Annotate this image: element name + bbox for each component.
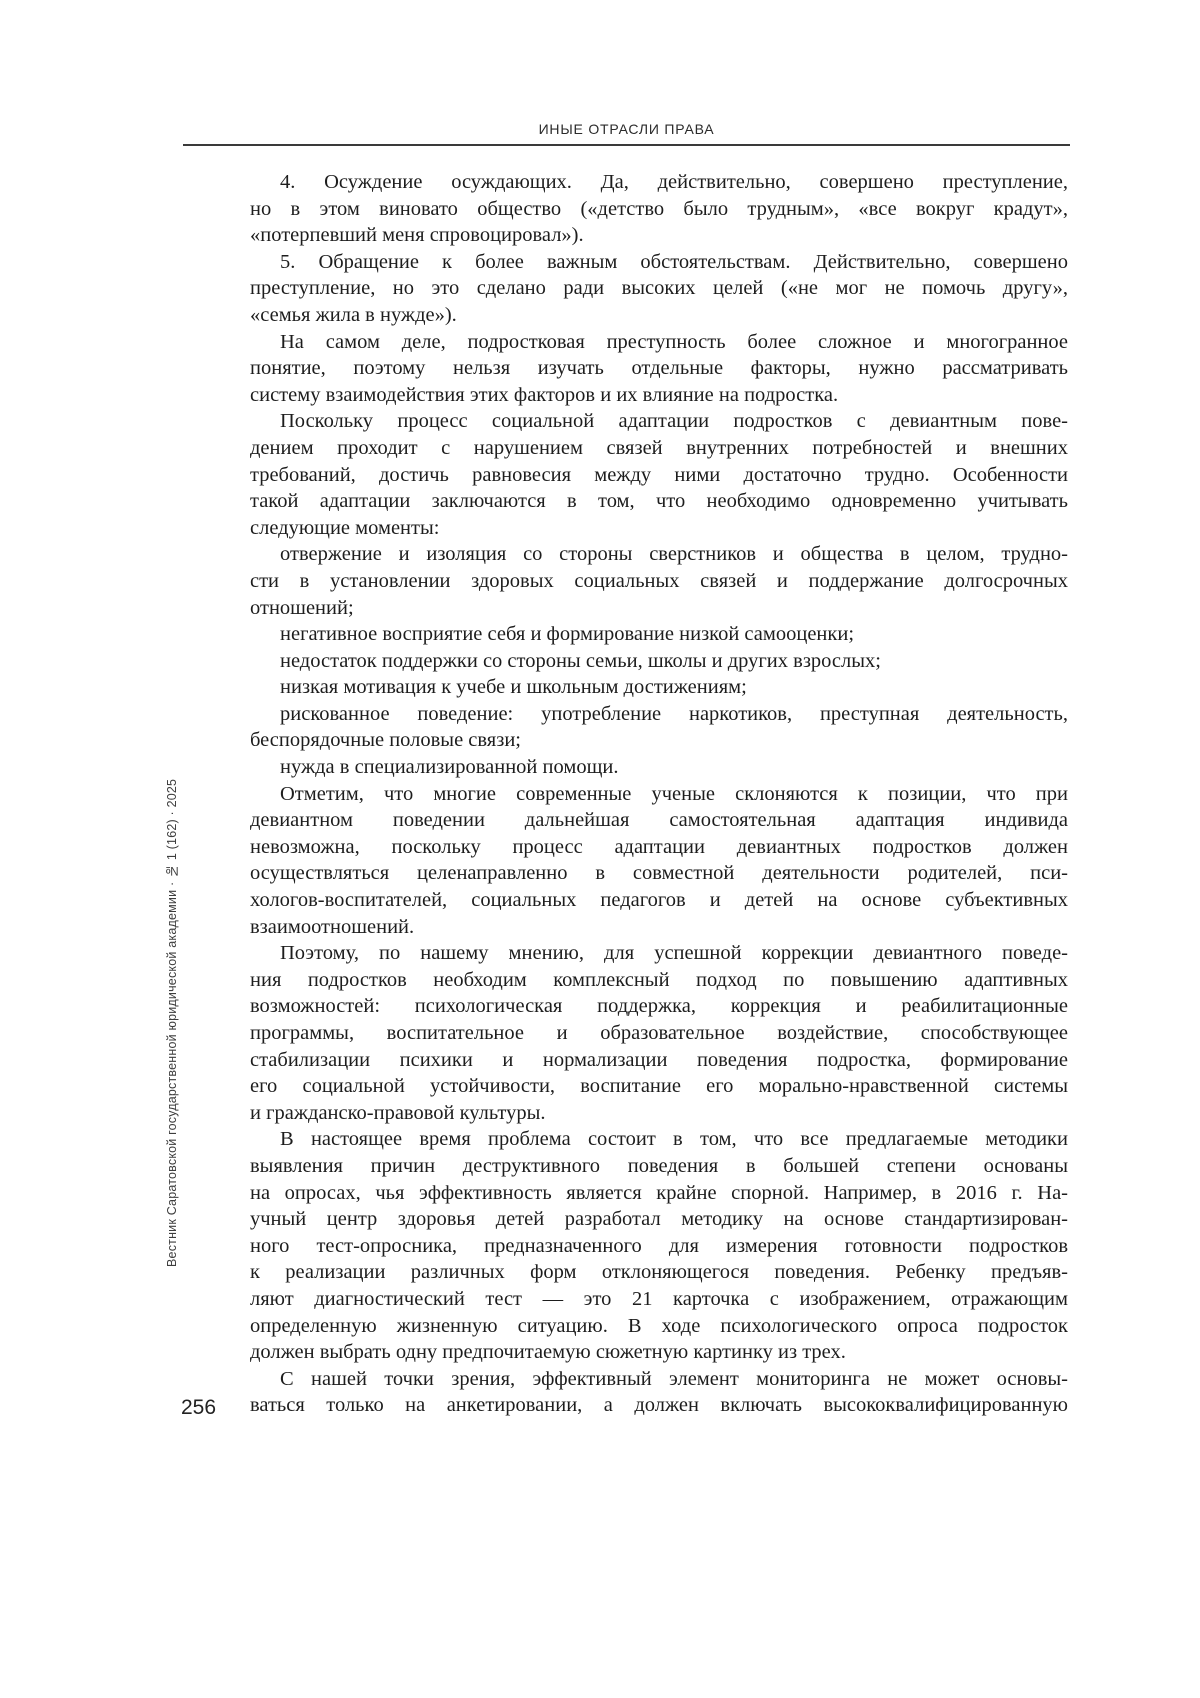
text-line: Поэтому, по нашему мнению, для успешной коррекции девиантного поведе- — [280, 942, 1068, 965]
text-line: должен выбрать одну предпочитаемую сюжетную картинку из трех. — [250, 1341, 846, 1364]
text-line: и гражданско-правовой культуры. — [250, 1101, 546, 1124]
text-line: негативное восприятие себя и формирование низкой самооценки; — [280, 623, 855, 646]
text-line: понятие, поэтому нельзя изучать отдельные факторы, нужно рассматривать — [250, 357, 1068, 380]
text-line: выявления причин деструктивного поведения в большей степени основаны — [250, 1154, 1068, 1177]
text-line: отвержение и изоляция со стороны сверстников и общества в целом, трудно- — [280, 543, 1068, 566]
text-line: ного тест-опросника, предназначенного для измерения готовности подростков — [250, 1234, 1068, 1257]
text-line: сти в установлении здоровых социальных связей и поддержание долгосрочных — [250, 569, 1068, 592]
text-line: ния подростков необходим комплексный подход по повышению адаптивных — [250, 968, 1068, 991]
text-line: невозможна, поскольку процесс адаптации девиантных подростков должен — [250, 835, 1068, 858]
text-line: недостаток поддержки со стороны семьи, школы и других взрослых; — [280, 649, 881, 672]
text-line: дением проходит с нарушением связей внутренних потребностей и внешних — [250, 436, 1068, 459]
text-line: Отметим, что многие современные ученые склоняются к позиции, что при — [280, 782, 1068, 805]
text-line: низкая мотивация к учебе и школьным достижениям; — [280, 676, 747, 699]
text-line: ляют диагностический тест — это 21 карточка с изображением, отражающим — [250, 1287, 1068, 1310]
text-line: осуществляться целенаправленно в совместной деятельности родителей, пси- — [250, 862, 1068, 885]
running-head: ИНЫЕ ОТРАСЛИ ПРАВА — [538, 121, 715, 137]
text-line: 5. Обращение к более важным обстоятельствам. Действительно, совершено — [280, 250, 1068, 273]
text-line: систему взаимодействия этих факторов и их влияние на подростка. — [250, 383, 839, 406]
text-line: его социальной устойчивости, воспитание его морально-нравственной системы — [250, 1075, 1068, 1098]
text-line: следующие моменты: — [250, 516, 440, 539]
text-line: 4. Осуждение осуждающих. Да, действительно, совершено преступление, — [280, 171, 1068, 193]
journal-sidebar-caption: Вестник Саратовской государственной юридической академии · № 1 (162) · 2025 — [165, 778, 179, 1267]
text-line: Поскольку процесс социальной адаптации подростков с девиантным пове- — [280, 410, 1068, 433]
text-line: учный центр здоровья детей разработал методику на основе стандартизирован- — [250, 1208, 1068, 1231]
text-line: взаимоотношений. — [250, 915, 415, 938]
text-line: рискованное поведение: употребление наркотиков, преступная деятельность, — [280, 702, 1068, 725]
text-line: к реализации различных форм отклоняющегося поведения. Ребенку предъяв- — [250, 1261, 1068, 1284]
text-line: девиантном поведении дальнейшая самостоятельная адаптация индивида — [250, 809, 1068, 832]
text-line: на опросах, чья эффективность является крайне спорной. Например, в 2016 г. На- — [250, 1181, 1068, 1204]
text-line: ваться только на анкетировании, а должен включать высококвалифицированную — [250, 1394, 1068, 1417]
header-rule — [183, 144, 1070, 146]
text-line: отношений; — [250, 596, 354, 619]
text-line: На самом деле, подростковая преступность более сложное и многогранное — [280, 330, 1068, 353]
text-line: такой адаптации заключаются в том, что необходимо одновременно учитывать — [250, 490, 1068, 513]
text-line: «семья жила в нужде»). — [250, 303, 457, 326]
body-text — [250, 169, 1068, 1419]
text-line: В настоящее время проблема состоит в том, что все предлагаемые методики — [280, 1128, 1068, 1151]
text-line: С нашей точки зрения, эффективный элемент мониторинга не может основы- — [280, 1367, 1068, 1390]
text-line: возможностей: психологическая поддержка, коррекция и реабилитационные — [250, 995, 1068, 1018]
text-line: преступление, но это сделано ради высоких целей («не мог не помочь другу», — [250, 277, 1068, 300]
text-line: нужда в специализированной помощи. — [280, 756, 619, 779]
text-line: стабилизации психики и нормализации поведения подростка, формирование — [250, 1048, 1068, 1071]
text-line: беспорядочные половые связи; — [250, 729, 522, 752]
text-line: хологов-воспитателей, социальных педагогов и детей на основе субъективных — [250, 889, 1068, 912]
text-line: «потерпевший меня спровоцировал»). — [250, 224, 584, 247]
page-number: 256 — [181, 1396, 217, 1419]
text-line: программы, воспитательное и образовательное воздействие, способствующее — [250, 1022, 1068, 1044]
text-line: но в этом виновато общество («детство было трудным», «все вокруг крадут», — [250, 197, 1068, 220]
text-line: определенную жизненную ситуацию. В ходе психологического опроса подросток — [250, 1314, 1068, 1337]
text-line: требований, достичь равновесия между ними достаточно трудно. Особенности — [250, 463, 1068, 486]
